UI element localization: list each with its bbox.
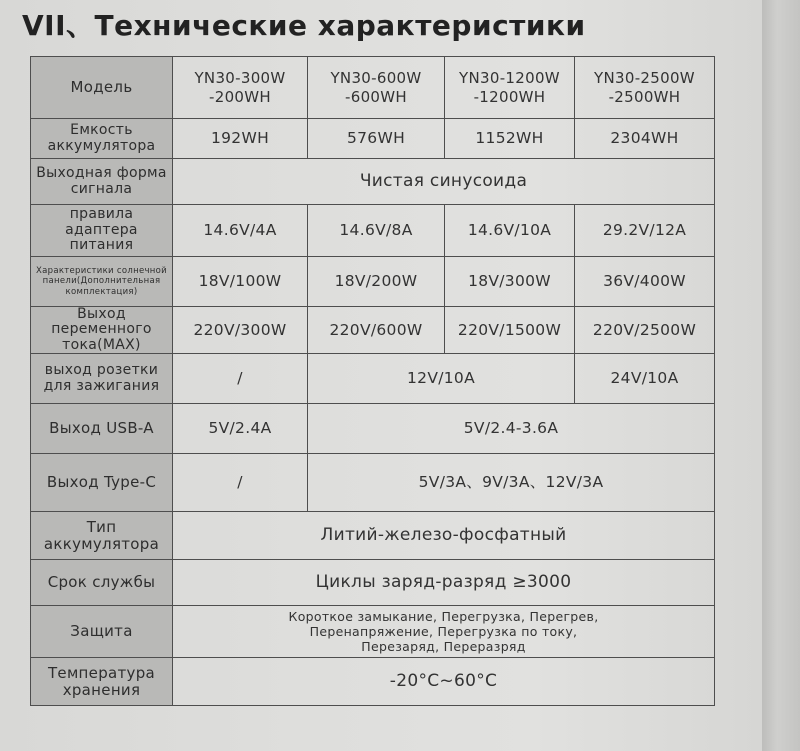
- typec-cell: /: [173, 454, 308, 512]
- capacity-cell: 1152WH: [445, 119, 575, 159]
- ac-cell: 220V/2500W: [575, 307, 715, 354]
- car-cell: /: [173, 354, 308, 404]
- storage-cell: -20°C~60°C: [173, 658, 715, 706]
- label-battery-type: Тип аккумулятора: [31, 512, 173, 560]
- model-name: YN30-600W: [330, 68, 422, 87]
- protection-line: Перезаряд, Переразряд: [361, 639, 526, 655]
- table-row: [31, 57, 715, 119]
- model-name: YN30-1200W: [459, 68, 560, 87]
- protection-line: Перенапряжение, Перегрузка по току,: [309, 624, 578, 640]
- table-row: [31, 454, 715, 512]
- table-row: [31, 658, 715, 706]
- model-name: YN30-2500W: [594, 68, 695, 87]
- label-car-socket: выход розетки для зажигания: [31, 354, 173, 404]
- capacity-cell: 576WH: [308, 119, 445, 159]
- table-row: [31, 512, 715, 560]
- car-cell: 24V/10A: [575, 354, 715, 404]
- model-name: YN30-300W: [194, 68, 286, 87]
- ac-cell: 220V/300W: [173, 307, 308, 354]
- label-ac-output: Выход переменного тока(MAX): [31, 307, 173, 354]
- label-storage-temp: Температура хранения: [31, 658, 173, 706]
- protection-cell: [173, 606, 715, 658]
- solar-cell: 18V/100W: [173, 257, 308, 307]
- solar-cell: 18V/300W: [445, 257, 575, 307]
- ac-cell: 220V/600W: [308, 307, 445, 354]
- page-edge: [762, 0, 800, 751]
- life-cell: Циклы заряд-разряд ≥3000: [173, 560, 715, 606]
- model-cell: [308, 57, 445, 119]
- model-cell: [575, 57, 715, 119]
- table-row: [31, 159, 715, 205]
- capacity-cell: 192WH: [173, 119, 308, 159]
- label-model: Модель: [31, 57, 173, 119]
- adapter-cell: 14.6V/8A: [308, 205, 445, 257]
- model-suffix: -600WH: [345, 87, 407, 106]
- adapter-cell: 14.6V/4A: [173, 205, 308, 257]
- section-heading: VII、Технические характеристики: [22, 9, 586, 42]
- table-row: [31, 606, 715, 658]
- car-cell: 12V/10A: [308, 354, 575, 404]
- battery-cell: Литий-железо-фосфатный: [173, 512, 715, 560]
- table-row: [31, 404, 715, 454]
- model-cell: [173, 57, 308, 119]
- label-adapter: правила адаптера питания: [31, 205, 173, 257]
- table-row: [31, 560, 715, 606]
- label-service-life: Срок службы: [31, 560, 173, 606]
- protection-line: Короткое замыкание, Перегрузка, Перегрев,: [288, 609, 599, 625]
- label-capacity: Емкость аккумулятора: [31, 119, 173, 159]
- table-row: [31, 119, 715, 159]
- capacity-cell: 2304WH: [575, 119, 715, 159]
- solar-cell: 18V/200W: [308, 257, 445, 307]
- label-usb-a: Выход USB-A: [31, 404, 173, 454]
- table-row: [31, 307, 715, 354]
- model-suffix: -1200WH: [473, 87, 546, 106]
- typec-cell: 5V/3A、9V/3A、12V/3A: [308, 454, 715, 512]
- label-waveform: Выходная форма сигнала: [31, 159, 173, 205]
- label-protection: Защита: [31, 606, 173, 658]
- label-type-c: Выход Type-C: [31, 454, 173, 512]
- adapter-cell: 29.2V/12A: [575, 205, 715, 257]
- usba-cell: 5V/2.4A: [173, 404, 308, 454]
- model-suffix: -2500WH: [608, 87, 681, 106]
- solar-cell: 36V/400W: [575, 257, 715, 307]
- usba-cell: 5V/2.4-3.6A: [308, 404, 715, 454]
- model-cell: [445, 57, 575, 119]
- table-row: [31, 205, 715, 257]
- ac-cell: 220V/1500W: [445, 307, 575, 354]
- table-row: [31, 354, 715, 404]
- model-suffix: -200WH: [209, 87, 271, 106]
- waveform-cell: Чистая синусоида: [173, 159, 715, 205]
- spec-table: [30, 56, 715, 706]
- adapter-cell: 14.6V/10A: [445, 205, 575, 257]
- label-solar: Характеристики солнечной панели(Дополнительная комплектация): [31, 257, 173, 307]
- table-row: [31, 257, 715, 307]
